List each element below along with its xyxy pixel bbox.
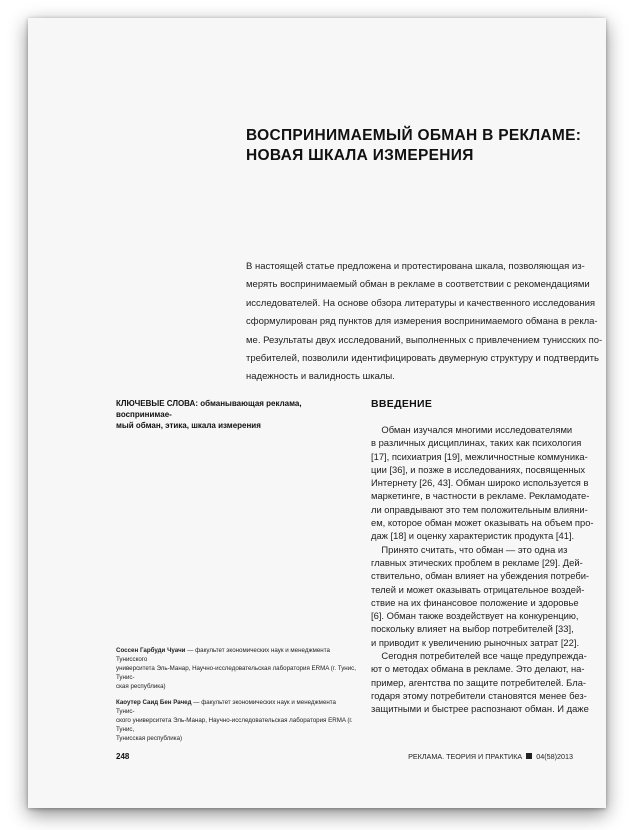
body-line: главных этических проблем в рекламе [29]. Дей- xyxy=(371,556,583,568)
body-line: ствительно, обман влияет на убеждения потреби- xyxy=(371,570,590,582)
journal-issue: 04(58)2013 xyxy=(536,752,573,761)
body-line: Обман изучался многими исследователями xyxy=(371,424,573,435)
abstract-line: надежность и валидность шкалы. xyxy=(246,371,395,383)
body-line: Сегодня потребителей все чаще предупрежда- xyxy=(371,650,587,662)
body-line: ем, которое обман может оказывать на объем про- xyxy=(371,517,594,529)
article-title xyxy=(246,126,596,166)
body-line: Принято считать, что обман — это одна из xyxy=(371,543,568,555)
abstract-line: требителей, позволили идентифицировать двумерную структуру и подтвердить xyxy=(246,353,599,365)
square-bullet-icon xyxy=(526,753,532,759)
body-line: ствие на их финансовое положение и здоровье xyxy=(371,596,579,608)
body-line: Интернету [26, 43]. Обман широко используется в xyxy=(371,477,589,489)
author-note xyxy=(116,646,356,691)
abstract-line: В настоящей статье предложена и протестирована шкала, позволяющая из- xyxy=(246,261,585,272)
author-affiliation-line: — факультет экономических наук и менеджмента Тунисского xyxy=(116,647,330,663)
journal-page xyxy=(28,18,606,808)
intro-body xyxy=(371,423,603,716)
abstract-line: сформулирован ряд пунктов для измерения воспринимаемого обмана в рекла- xyxy=(246,316,598,328)
keywords-line: КЛЮЧЕВЫЕ СЛОВА: обманывающая реклама, воспринимае- xyxy=(116,399,302,419)
body-line: защитными и быстрее распознают обман. И даже xyxy=(371,703,589,715)
body-line: и приводит к увеличению рыночных затрат [22]. xyxy=(371,636,580,648)
journal-name: РЕКЛАМА. ТЕОРИЯ И ПРАКТИКА xyxy=(408,752,523,761)
author-note xyxy=(116,698,356,743)
keywords xyxy=(116,398,348,431)
abstract xyxy=(246,258,603,387)
abstract-line: исследователей. На основе обзора литературы и качественного исследования xyxy=(246,297,596,309)
author-affiliation-line: университета Эль-Манар, Научно-исследовательская лаборатория ERMA (г. Тунис, Тунис- xyxy=(116,665,356,681)
body-line: ли оправдывают это тем положительным влияни- xyxy=(371,503,588,515)
journal-footer xyxy=(408,752,573,761)
author-notes xyxy=(116,646,356,750)
title-line: ВОСПРИНИМАЕМЫЙ ОБМАН В РЕКЛАМЕ: xyxy=(246,127,582,144)
body-line: ют о методах обмана в рекламе. Это делают, на- xyxy=(371,663,585,675)
page-number: 248 xyxy=(116,752,130,761)
author-name: Каоутер Саид Бен Рачед xyxy=(116,699,192,706)
author-affiliation-line: — факультет экономических наук и менеджмента Тунис- xyxy=(116,699,337,715)
section-heading: ВВЕДЕНИЕ xyxy=(371,398,433,410)
body-line: даж [18] и оценку характеристик продукта [41]. xyxy=(371,530,575,542)
abstract-line: мерять воспринимаемый обман в рекламе в соответствии с рекомендациями xyxy=(246,279,590,291)
title-line: НОВАЯ ШКАЛА ИЗМЕРЕНИЯ xyxy=(246,147,474,164)
body-line: [6]. Обман также воздействует на конкуренцию, xyxy=(371,610,579,622)
author-affiliation-line: ского университета Эль-Манар, Научно-исследовательская лаборатория ERMA (г. Тунис, xyxy=(116,717,353,733)
body-line: пример, агентства по защите потребителей. Бла- xyxy=(371,676,587,688)
abstract-line: ме. Результаты двух исследований, выполненных с привлечением тунисских по- xyxy=(246,334,603,346)
body-line: поскольку влияет на выбор потребителей [33], xyxy=(371,623,574,635)
author-affiliation-line: Тунисская республика) xyxy=(116,735,183,742)
author-name: Соссен Гарбуди Чуачи xyxy=(116,647,186,654)
body-line: маркетинге, в частности в рекламе. Рекламодате- xyxy=(371,490,590,502)
author-affiliation-line: ская республика) xyxy=(116,683,166,690)
body-line: телей и может оказывать отрицательное воздей- xyxy=(371,583,585,595)
keywords-line: мый обман, этика, шкала измерения xyxy=(116,421,261,430)
body-line: в различных дисциплинах, таких как психология xyxy=(371,437,582,449)
body-line: годаря этому потребители становятся менее без- xyxy=(371,689,587,701)
body-line: [17], психиатрия [19], межличностные коммуника- xyxy=(371,450,588,462)
body-line: ции [36], и позже в исследованиях, посвященных xyxy=(371,463,586,475)
